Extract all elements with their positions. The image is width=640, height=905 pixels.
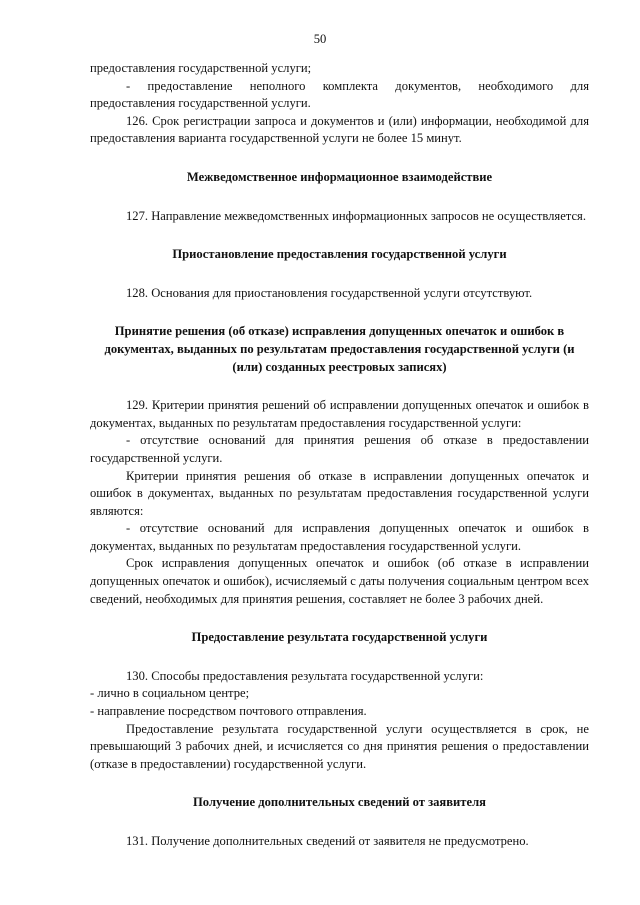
paragraph-130: 130. Способы предоставления результата государственной услуги: bbox=[126, 668, 484, 683]
bullet-no-refusal-grounds: - отсутствие оснований для принятия решения об отказе в предоставлении государственной услуги. bbox=[90, 433, 589, 465]
bullet-no-correction-grounds: - отсутствие оснований для исправления допущенных опечаток и ошибок в документах, выданных по результатам предоставления государственной услуги. bbox=[90, 521, 589, 553]
paragraph-131: 131. Получение дополнительных сведений от заявителя не предусмотрено. bbox=[126, 834, 529, 848]
document-body bbox=[90, 60, 589, 851]
paragraph-continuation: предоставления государственной услуги; bbox=[90, 61, 312, 75]
heading-interagency-interaction: Межведомственное информационное взаимодействие bbox=[186, 169, 493, 184]
page-number: 50 bbox=[313, 32, 327, 46]
paragraph-128: 128. Основания для приостановления государственной услуги отсутствуют. bbox=[126, 285, 533, 300]
bullet-incomplete-documents: - предоставление неполного комплекта документов, необходимого для предоставления государственной услуги. bbox=[90, 78, 589, 111]
bullet-in-person: - лично в социальном центре; bbox=[90, 686, 250, 701]
bullet-by-mail: - направление посредством почтового отправления. bbox=[90, 704, 367, 719]
heading-suspension: Приостановление предоставления государственной услуги bbox=[172, 247, 507, 262]
heading-additional-info: Получение дополнительных сведений от заявителя bbox=[193, 795, 486, 810]
heading-result-provision: Предоставление результата государственной услуги bbox=[191, 630, 488, 645]
paragraph-result-term: Предоставление результата государственной услуги осуществляется в срок, не превышающий 3 рабочих дней, и исчисляется со дня принятия решения о предоставлении (отказе в предоставлении) государственной услуги. bbox=[90, 721, 589, 771]
paragraph-127: 127. Направление межведомственных информационных запросов не осуществляется. bbox=[126, 208, 586, 223]
paragraph-correction-term: Срок исправления допущенных опечаток и ошибок (об отказе в исправлении допущенных опечаток и ошибок), исчисляемый с даты получения социальным центром всех сведений, необходимых для принятия решения, составляет не более 3 рабочих дней. bbox=[90, 556, 589, 606]
paragraph-129: 129. Критерии принятия решений об исправлении допущенных опечаток и ошибок в документах, выданных по результатам предоставления государственной услуги: bbox=[90, 398, 589, 430]
paragraph-refusal-criteria: Критерии принятия решения об отказе в исправлении допущенных опечаток и ошибок в документах, выданных по результатам предоставления государственной услуги являются: bbox=[90, 468, 589, 518]
heading-error-correction: Принятие решения (об отказе) исправления допущенных опечаток и ошибок в документах, выданных по результатам предоставления государственной услуги (и (или) созданных реестровых записях) bbox=[104, 324, 575, 374]
paragraph-126: 126. Срок регистрации запроса и документов и (или) информации, необходимой для предоставления варианта государственной услуги не более 15 минут. bbox=[90, 113, 589, 146]
